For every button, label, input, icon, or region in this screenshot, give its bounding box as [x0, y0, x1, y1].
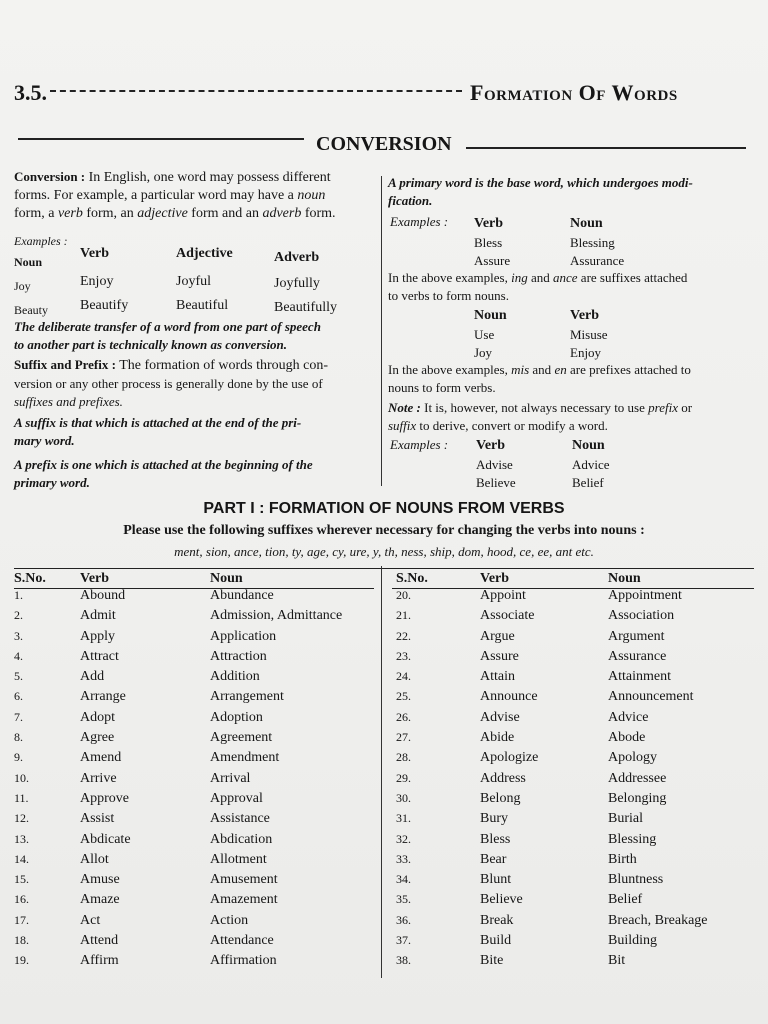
primary-def-line: A primary word is the base word, which undergoes modi- — [388, 175, 693, 190]
verb-cell: Act — [80, 912, 101, 928]
verb-cell: Appoint — [480, 588, 526, 603]
sno-cell: 5. — [14, 669, 23, 684]
sno-cell: 20. — [396, 588, 411, 602]
table-cell: Beauty — [14, 303, 48, 317]
section-rule-right — [466, 147, 746, 149]
table-row — [14, 892, 374, 912]
noun-cell: Belonging — [608, 790, 667, 806]
noun-cell: Belief — [608, 892, 643, 908]
verb-cell: Bite — [480, 953, 504, 969]
table-cell: Enjoy — [570, 345, 602, 360]
table-row — [396, 588, 758, 608]
table-row — [396, 852, 758, 872]
sno-cell: 8. — [14, 730, 23, 745]
section-title: CONVERSION — [316, 133, 452, 155]
sno-cell: 11. — [14, 790, 29, 805]
verb-cell: Attract — [80, 648, 119, 664]
verb-cell: Blunt — [480, 872, 512, 888]
suffix-examples-table — [474, 214, 624, 270]
left-examples-label: Examples : — [14, 234, 68, 248]
table-row — [396, 771, 758, 791]
verb-cell: Abide — [480, 730, 515, 746]
sno-cell: 30. — [396, 790, 411, 805]
noun-cell: Bit — [608, 953, 626, 969]
verb-cell: Assist — [80, 811, 115, 827]
conversion-term: Conversion : — [14, 169, 86, 184]
table-row — [396, 913, 758, 933]
table-header: Noun — [14, 255, 43, 269]
section-rule-left — [18, 138, 304, 140]
conversion-text-3b: form, an — [82, 206, 138, 221]
suffix-def-line: A suffix is that which is attached at the end of the pri- — [14, 415, 302, 430]
table-cell: Advice — [572, 457, 610, 472]
verb-cell: Approve — [80, 790, 129, 806]
table-row — [14, 913, 374, 933]
sno-cell: 16. — [14, 892, 29, 907]
prefix-en: en — [554, 362, 567, 377]
table-cell: Joy — [474, 345, 493, 360]
table-header: Verb — [474, 216, 504, 231]
definition-line: to another part is technically known as conversion. — [14, 337, 288, 352]
verb-cell: Attain — [480, 669, 515, 685]
suffix-ing: ing — [511, 270, 528, 285]
verb-cell: Bury — [480, 811, 508, 827]
noun-cell: Abode — [608, 730, 646, 746]
table-row — [14, 933, 374, 953]
prefix-note-text: nouns to form verbs. — [388, 380, 496, 395]
table-row — [14, 689, 374, 709]
noun-cell: Bluntness — [608, 872, 664, 888]
note-prefix: prefix — [648, 400, 678, 415]
part-title: PART I : FORMATION OF NOUNS FROM VERBS — [203, 500, 565, 517]
table-cell: Blessing — [570, 235, 615, 250]
part-instruction: Please use the following suffixes wherever necessary for changing the verbs into nouns : — [123, 523, 645, 538]
prefix-def-line: A prefix is one which is attached at the beginning of the — [14, 457, 313, 472]
note-text: to derive, convert or modify a word. — [416, 418, 608, 433]
verb-cell: Amuse — [80, 872, 120, 888]
noun-cell: Adoption — [210, 709, 263, 725]
table-row — [14, 730, 374, 750]
conversion-text-1: In English, one word may possess different — [85, 170, 331, 185]
verb-cell: Affirm — [80, 953, 119, 969]
table-cell: Misuse — [570, 327, 608, 342]
table-header: Noun — [570, 216, 603, 231]
table-row — [396, 872, 758, 892]
noun-cell: Attraction — [210, 648, 267, 664]
sno-cell: 7. — [14, 709, 23, 724]
column-divider — [381, 176, 382, 486]
table-row — [396, 649, 758, 669]
verb-header: Verb — [80, 571, 110, 586]
suffix-prefix-paragraph — [14, 356, 376, 411]
list-divider — [381, 566, 382, 978]
suffix-note — [388, 269, 754, 305]
table-row — [14, 852, 374, 872]
sno-cell: 3. — [14, 628, 23, 643]
verb-cell: Apply — [80, 628, 115, 644]
table-row — [14, 953, 374, 973]
right-examples-label: Examples : — [390, 214, 449, 229]
noun-cell: Building — [608, 933, 658, 949]
note-suffix: suffix — [388, 418, 417, 433]
table-cell: Assure — [474, 253, 511, 268]
prefix-def-line: primary word. — [14, 475, 90, 490]
table-row — [396, 608, 758, 628]
right-examples-label-2: Examples : — [390, 437, 449, 452]
noun-cell: Affirmation — [210, 953, 277, 969]
table-cell: Joyful — [176, 274, 211, 289]
table-header: Verb — [570, 308, 600, 323]
sno-cell: 23. — [396, 648, 411, 663]
table-cell: Beautiful — [176, 298, 229, 313]
sno-cell: 37. — [396, 933, 411, 948]
verb-noun-table-left — [14, 570, 374, 974]
note-text: or — [677, 400, 693, 415]
verb-cell: Agree — [80, 730, 115, 746]
noun-cell: Amazement — [210, 892, 278, 908]
table-row — [396, 689, 758, 709]
sno-cell: 29. — [396, 770, 411, 785]
sno-cell: 27. — [396, 730, 411, 745]
table-row — [396, 669, 758, 689]
table-row — [14, 771, 374, 791]
sno-cell: 32. — [396, 831, 411, 846]
verb-cell: Amaze — [80, 892, 120, 908]
table-row — [14, 750, 374, 770]
verb-cell: Belong — [480, 790, 521, 806]
sno-cell: 15. — [14, 872, 29, 887]
note-text: It is, however, not always necessary to use — [420, 400, 649, 415]
noun-cell: Blessing — [608, 831, 657, 847]
sno-cell: 10. — [14, 770, 29, 785]
noun-cell: Addition — [210, 669, 260, 685]
verb-noun-table-right — [396, 570, 758, 974]
verb-cell: Abound — [80, 588, 126, 603]
note-paragraph — [388, 399, 754, 435]
sno-cell: 14. — [14, 851, 29, 866]
table-header: Noun — [474, 308, 507, 323]
table-row — [14, 608, 374, 628]
verb-cell: Bless — [480, 831, 511, 847]
conversion-verb: verb — [57, 206, 83, 221]
sno-cell: 38. — [396, 953, 411, 968]
noun-cell: Addressee — [608, 770, 667, 786]
table-row — [396, 629, 758, 649]
noun-cell: Attendance — [210, 933, 274, 949]
noun-header: Noun — [608, 571, 641, 586]
conversion-adjective: adjective — [137, 206, 188, 221]
table-row — [14, 649, 374, 669]
suffix-note-text: In the above examples, — [388, 270, 512, 285]
table-header: Verb — [80, 246, 110, 261]
table-header: Verb — [476, 438, 506, 453]
suffix-note-text: and — [527, 270, 553, 285]
table-cell: Joyfully — [274, 276, 320, 291]
chapter-number: 3.5. — [14, 80, 47, 105]
note-examples-table — [476, 436, 610, 492]
prefix-definition — [14, 456, 376, 492]
table-row — [14, 629, 374, 649]
conversion-text-2: forms. For example, a particular word may have a — [14, 188, 298, 203]
verb-cell: Amend — [80, 750, 122, 766]
table-header: Adjective — [176, 246, 233, 261]
table-row — [14, 791, 374, 811]
noun-cell: Admission, Admittance — [210, 608, 343, 624]
noun-cell: Agreement — [210, 730, 273, 746]
prefix-note-text: and — [529, 362, 555, 377]
table-row — [396, 730, 758, 750]
suffix-prefix-text: version or any other process is generally done by the use of — [14, 376, 323, 391]
suffix-prefix-term: Suffix and Prefix : — [14, 357, 116, 372]
noun-cell: Apology — [608, 750, 657, 766]
verb-cell: Adopt — [80, 709, 115, 725]
conversion-text-3d: form. — [301, 206, 336, 221]
noun-cell: Arrangement — [210, 689, 284, 705]
table-row — [396, 791, 758, 811]
verb-cell: Allot — [80, 851, 109, 867]
suffix-prefix-text: suffixes and prefixes. — [14, 394, 123, 409]
prefix-mis: mis — [511, 362, 530, 377]
verb-cell: Apologize — [480, 750, 539, 766]
table-cell: Believe — [476, 475, 516, 490]
table-row — [396, 953, 758, 973]
noun-cell: Announcement — [608, 689, 694, 705]
table-cell: Joy — [14, 279, 31, 293]
table-cell: Beautify — [80, 298, 129, 313]
sno-cell: 36. — [396, 912, 411, 927]
noun-cell: Approval — [210, 790, 263, 806]
noun-cell: Breach, Breakage — [608, 912, 708, 928]
sno-header: S.No. — [396, 571, 428, 586]
verb-cell: Address — [480, 770, 526, 786]
sno-cell: 35. — [396, 892, 411, 907]
sno-cell: 1. — [14, 588, 23, 602]
noun-cell: Advice — [608, 709, 649, 725]
verb-cell: Arrive — [80, 770, 117, 786]
sno-cell: 31. — [396, 811, 411, 826]
verb-cell: Arrange — [80, 689, 126, 705]
noun-cell: Action — [210, 912, 249, 928]
verb-cell: Advise — [480, 709, 520, 725]
sno-cell: 21. — [396, 608, 411, 623]
sno-header: S.No. — [14, 571, 46, 586]
sno-cell: 25. — [396, 689, 411, 704]
sno-cell: 19. — [14, 953, 29, 968]
prefix-note-text: In the above examples, — [388, 362, 512, 377]
suffix-definition — [14, 414, 376, 450]
note-label: Note : — [388, 400, 421, 415]
verb-cell: Break — [480, 912, 514, 928]
conversion-examples-table — [14, 244, 370, 320]
verb-cell: Add — [80, 669, 105, 685]
prefix-examples-table — [474, 306, 608, 362]
table-top-rule — [14, 568, 754, 569]
conversion-definition — [14, 318, 374, 354]
verb-cell: Abdicate — [80, 831, 131, 847]
noun-cell: Argument — [608, 628, 665, 644]
table-row — [14, 669, 374, 689]
conversion-text-3c: form and an — [187, 206, 263, 221]
table-row — [396, 811, 758, 831]
sno-cell: 13. — [14, 831, 29, 846]
noun-cell: Birth — [608, 851, 637, 867]
sno-cell: 26. — [396, 709, 411, 724]
table-row — [396, 892, 758, 912]
sno-cell: 6. — [14, 689, 23, 704]
noun-cell: Assistance — [210, 811, 270, 827]
table-cell: Enjoy — [80, 274, 114, 289]
noun-cell: Assurance — [608, 648, 667, 664]
sno-cell: 12. — [14, 811, 29, 826]
verb-cell: Build — [480, 933, 512, 949]
verb-header: Verb — [480, 571, 510, 586]
table-row — [14, 710, 374, 730]
suffix-note-text: to verbs to form nouns. — [388, 288, 509, 303]
noun-cell: Amendment — [210, 750, 280, 766]
noun-cell: Abdication — [210, 831, 273, 847]
noun-cell: Application — [210, 628, 277, 644]
noun-cell: Abundance — [210, 588, 274, 603]
sno-cell: 17. — [14, 912, 29, 927]
sno-cell: 18. — [14, 933, 29, 948]
sno-cell: 34. — [396, 872, 411, 887]
sno-cell: 2. — [14, 608, 23, 623]
prefix-note-text: are prefixes attached to — [566, 362, 691, 377]
verb-cell: Assure — [480, 648, 519, 664]
noun-cell: Amusement — [210, 872, 278, 888]
suffix-note-text: are suffixes attached — [577, 270, 688, 285]
sno-cell: 28. — [396, 750, 411, 765]
noun-cell: Association — [608, 608, 675, 624]
table-row — [14, 811, 374, 831]
table-header: Noun — [572, 438, 605, 453]
sno-cell: 4. — [14, 648, 23, 663]
sno-cell: 22. — [396, 628, 411, 643]
table-row — [396, 832, 758, 852]
noun-cell: Attainment — [608, 669, 671, 685]
conversion-adverb: adverb — [262, 206, 302, 221]
prefix-note — [388, 361, 754, 397]
suffix-ance: ance — [553, 270, 578, 285]
noun-cell: Allotment — [210, 851, 267, 867]
table-cell: Belief — [572, 475, 604, 490]
verb-cell: Associate — [480, 608, 535, 624]
verb-cell: Argue — [480, 628, 515, 644]
table-cell: Beautifully — [274, 300, 337, 315]
sno-cell: 33. — [396, 851, 411, 866]
suffix-def-line: mary word. — [14, 433, 75, 448]
table-cell: Assurance — [570, 253, 625, 268]
noun-cell: Appointment — [608, 588, 682, 603]
table-row — [14, 832, 374, 852]
table-cell: Use — [474, 327, 495, 342]
verb-cell: Announce — [480, 689, 538, 705]
noun-cell: Burial — [608, 811, 643, 827]
primary-word-definition — [388, 174, 752, 210]
table-row — [396, 933, 758, 953]
sno-cell: 9. — [14, 750, 23, 765]
verb-cell: Attend — [80, 933, 119, 949]
suffix-list: ment, sion, ance, tion, ty, age, cy, ure, y, th, ness, ship, dom, hood, ce, ee, ant etc. — [174, 544, 594, 559]
verb-cell: Bear — [480, 851, 507, 867]
table-header: Adverb — [274, 250, 320, 265]
definition-line: The deliberate transfer of a word from one part of speech — [14, 319, 321, 334]
noun-cell: Arrival — [210, 770, 251, 786]
conversion-text-3a: form, a — [14, 206, 58, 221]
table-row — [14, 872, 374, 892]
table-cell: Advise — [476, 457, 513, 472]
sno-cell: 24. — [396, 669, 411, 684]
primary-def-line: fication. — [388, 193, 433, 208]
conversion-noun: noun — [297, 188, 326, 203]
chapter-title: Formation Of Words — [470, 80, 678, 105]
table-row — [396, 750, 758, 770]
noun-header: Noun — [210, 571, 243, 586]
table-row — [396, 710, 758, 730]
verb-cell: Believe — [480, 892, 523, 908]
header-dashed-rule — [50, 90, 462, 92]
table-cell: Bless — [474, 235, 503, 250]
suffix-prefix-text: The formation of words through con- — [115, 358, 328, 373]
table-row — [14, 588, 374, 608]
conversion-paragraph — [14, 168, 374, 223]
verb-cell: Admit — [80, 608, 116, 624]
